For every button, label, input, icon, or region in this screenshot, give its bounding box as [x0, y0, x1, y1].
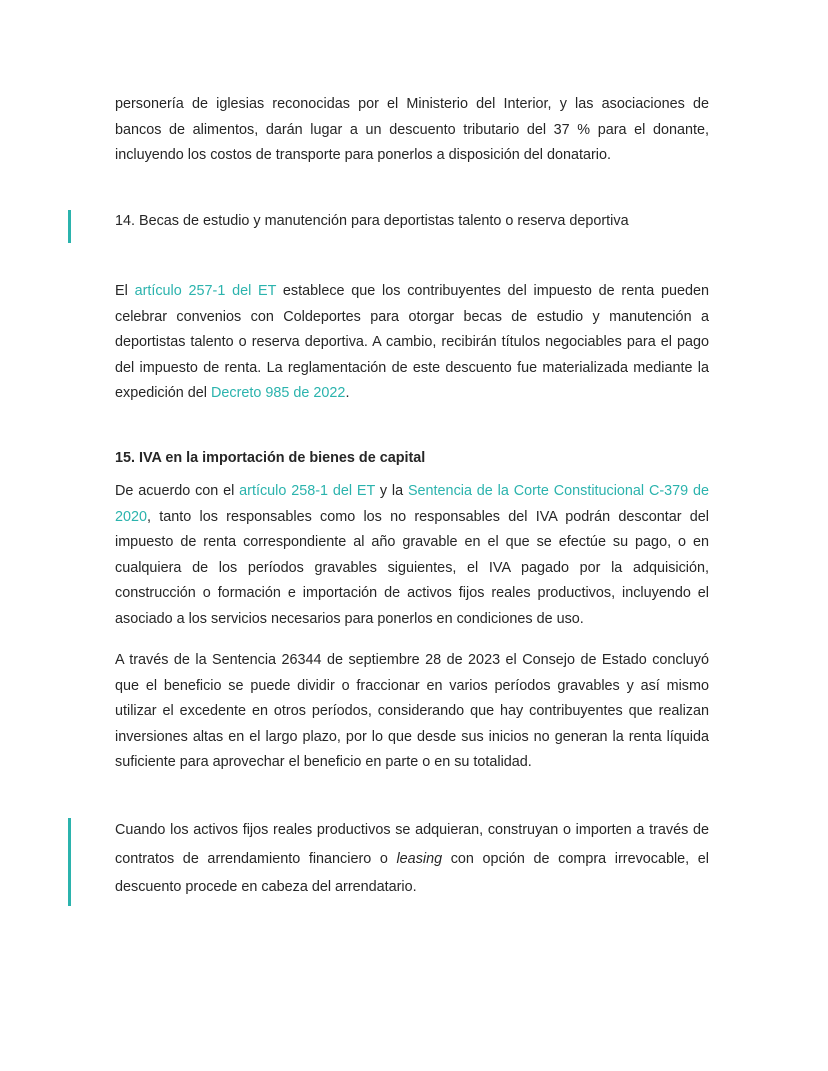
paragraph-becas-text-1: El: [115, 283, 135, 299]
paragraph-sentencia-26344: [115, 648, 709, 776]
paragraph-sentencia-text: A través de la Sentencia 26344 de septiembre 28 de 2023 el Consejo de Estado concluyó que el beneficio se puede dividir o fraccionar en varios períodos gravables y así mismo utilizar el excedente en otros períodos, considerando que hay contribuyentes que realizan inversiones altas en el largo plazo, por lo que desde sus inicios no generan la renta líquida suficiente para aprovechar el beneficio en parte o en su totalidad.: [115, 652, 709, 770]
paragraph-donations: [115, 92, 709, 169]
paragraph-becas: [115, 279, 709, 407]
callout-leasing-text-1: Cuando los activos fijos reales productivos se adquieran, construyan o importen a través de contratos de arrendamiento financiero o: [115, 822, 709, 867]
paragraph-becas-text-3: .: [345, 385, 350, 401]
paragraph-iva: [115, 479, 709, 632]
link-articulo-257-1[interactable]: artículo 257-1 del ET: [134, 283, 277, 299]
link-decreto-985-2022[interactable]: Decreto 985 de 2022: [211, 385, 346, 401]
paragraph-iva-text-3: , tanto los responsables como los no responsables del IVA podrán descontar del impuesto de renta correspondiente al año gravable en el que se efectúe su pago, o en cualquiera de los períodos gravables siguientes, el IVA pagado por la adquisición, construcción o formación e importación de activos fijos reales productivos, incluyendo el asociado a los servicios necesarios para ponerlos en condiciones de uso.: [115, 508, 709, 627]
section-heading-15: 15. IVA en la importación de bienes de capital: [115, 450, 426, 466]
paragraph-iva-text-1: De acuerdo con el: [115, 483, 240, 499]
callout-accent-bar-1: [68, 210, 71, 243]
callout-becas: [115, 209, 709, 235]
paragraph-donations-text: personería de iglesias reconocidas por el Ministerio del Interior, y las asociaciones de bancos de alimentos, darán lugar a un descuento tributario del 37 % para el donante, incluyendo los costos de transporte para ponerlos a disposición del donatario.: [115, 96, 709, 163]
paragraph-iva-text-2: y la: [375, 483, 408, 499]
callout-leasing: [115, 816, 709, 902]
callout-leasing-text-2: con opción de compra irrevocable, el descuento procede en cabeza del arrendatario.: [115, 850, 709, 895]
link-articulo-258-1[interactable]: artículo 258-1 del ET: [239, 483, 376, 499]
callout-becas-text: 14. Becas de estudio y manutención para deportistas talento o reserva deportiva: [115, 213, 629, 229]
paragraph-becas-text-2: establece que los contribuyentes del impuesto de renta pueden celebrar convenios con Coldeportes para otorgar becas de estudio y manutención a deportistas talento o reserva deportiva. A cambio, recibirán títulos negociables para el pago del impuesto de renta. La reglamentación de este descuento fue materializada mediante la expedición del: [115, 283, 710, 401]
callout-accent-bar-2: [68, 818, 71, 906]
callout-leasing-italic: leasing: [396, 850, 443, 867]
link-sentencia-c-379-2020[interactable]: Sentencia de la Corte Constitucional C-379 de 2020: [115, 483, 709, 525]
